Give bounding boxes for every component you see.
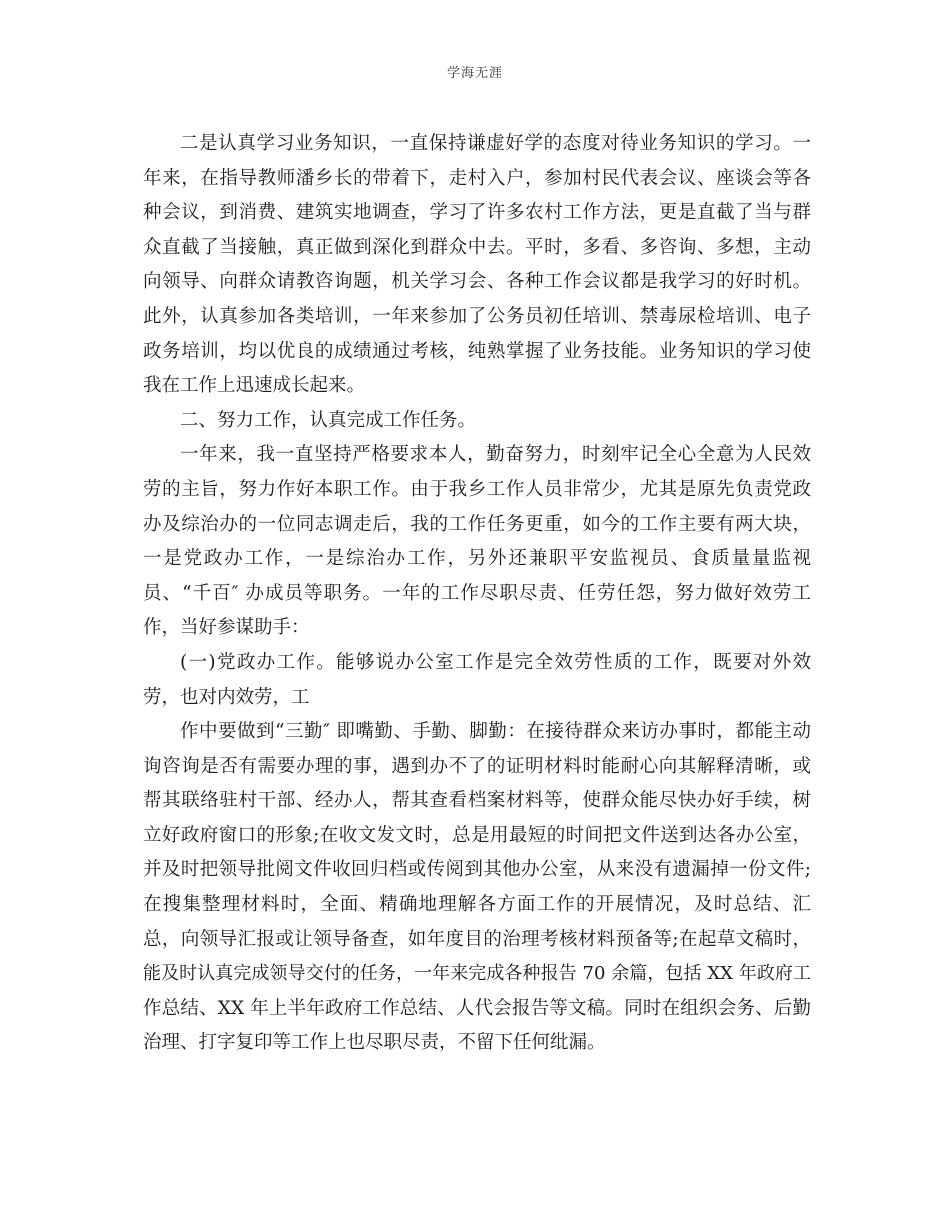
body-text-line: 作中要做到“三勤″ 即嘴勤、手勤、脚勤：在接待群众来访办事时，都能主动: [180, 721, 811, 743]
document-body: [143, 127, 811, 1061]
body-text-line: 此外，认真参加各类培训，一年来参加了公务员初任培训、禁毒尿检培训、电子: [143, 305, 811, 327]
body-text-line: 治理、打字复印等工作上也尽职尽责，不留下任何纰漏。: [143, 1032, 606, 1054]
body-text-line: 一年来，我一直坚持严格要求本人，勤奋努力，时刻牢记全心全意为人民效: [180, 444, 811, 466]
body-text-line: 立好政府窗口的形象;在收文发文时，总是用最短的时间把文件送到达各办公室，: [143, 824, 811, 846]
body-text-line: 帮其联络驻村干部、经办人，帮其查看档案材料等，使群众能尽快办好手续，树: [143, 790, 811, 812]
body-text-line: 办及综治办的一位同志调走后，我的工作任务更重，如今的工作主要有两大块，: [143, 513, 811, 535]
body-text-line: 并及时把领导批阅文件收回归档或传阅到其他办公室，从来没有遗漏掉一份文件;: [143, 859, 811, 881]
body-text-line: 众直截了当接触，真正做到深化到群众中去。平时，多看、多咨询、多想，主动: [143, 236, 811, 258]
body-text-line: (一)党政办工作。能够说办公室工作是完全效劳性质的工作，既要对外效: [180, 651, 811, 673]
body-text-line: 种会议，到消费、建筑实地调查，学习了许多农村工作方法，更是直截了当与群: [143, 202, 811, 224]
page-header: 学海无涯: [446, 66, 503, 81]
body-text-line: 我在工作上迅速成长起来。: [143, 375, 366, 397]
body-text-line: 作总结、XX 年上半年政府工作总结、人代会报告等文稿。同时在组织会务、后勤: [143, 997, 811, 1019]
body-text-line: 总，向领导汇报或让领导备查，如年度目的治理考核材料预备等;在起草文稿时，: [143, 928, 811, 950]
body-text-line: 劳，也对内效劳，工: [143, 686, 310, 708]
body-text-line: 询咨询是否有需要办理的事，遇到办不了的证明材料时能耐心向其解释清晰，或: [143, 755, 811, 777]
body-text-line: 员、“千百″ 办成员等职务。一年的工作尽职尽责、任劳任怨，努力做好效劳工: [143, 582, 811, 604]
body-text-line: 一是党政办工作，一是综治办工作，另外还兼职平安监视员、食质量量监视: [143, 548, 811, 570]
body-text-line: 作，当好参谋助手：: [143, 617, 310, 639]
body-text-line: 在搜集整理材料时，全面、精确地理解各方面工作的开展情况，及时总结、汇: [143, 894, 811, 916]
body-text-line: 向领导、向群众请教咨询题，机关学习会、各种工作会议都是我学习的好时机。: [143, 271, 811, 293]
body-text-line: 年来，在指导教师潘乡长的带着下，走村入户，参加村民代表会议、座谈会等各: [143, 167, 811, 189]
body-text-line: 政务培训，均以优良的成绩通过考核，纯熟掌握了业务技能。业务知识的学习使: [143, 340, 811, 362]
body-text-line: 二是认真学习业务知识，一直保持谦虚好学的态度对待业务知识的学习。一: [180, 133, 811, 154]
body-text-line: 二、努力工作，认真完成工作任务。: [180, 409, 477, 431]
body-text-line: 能及时认真完成领导交付的任务，一年来完成各种报告 70 余篇，包括 XX 年政府工: [143, 963, 811, 985]
body-text-line: 劳的主旨，努力作好本职工作。由于我乡工作人员非常少，尤其是原先负责党政: [143, 478, 811, 500]
